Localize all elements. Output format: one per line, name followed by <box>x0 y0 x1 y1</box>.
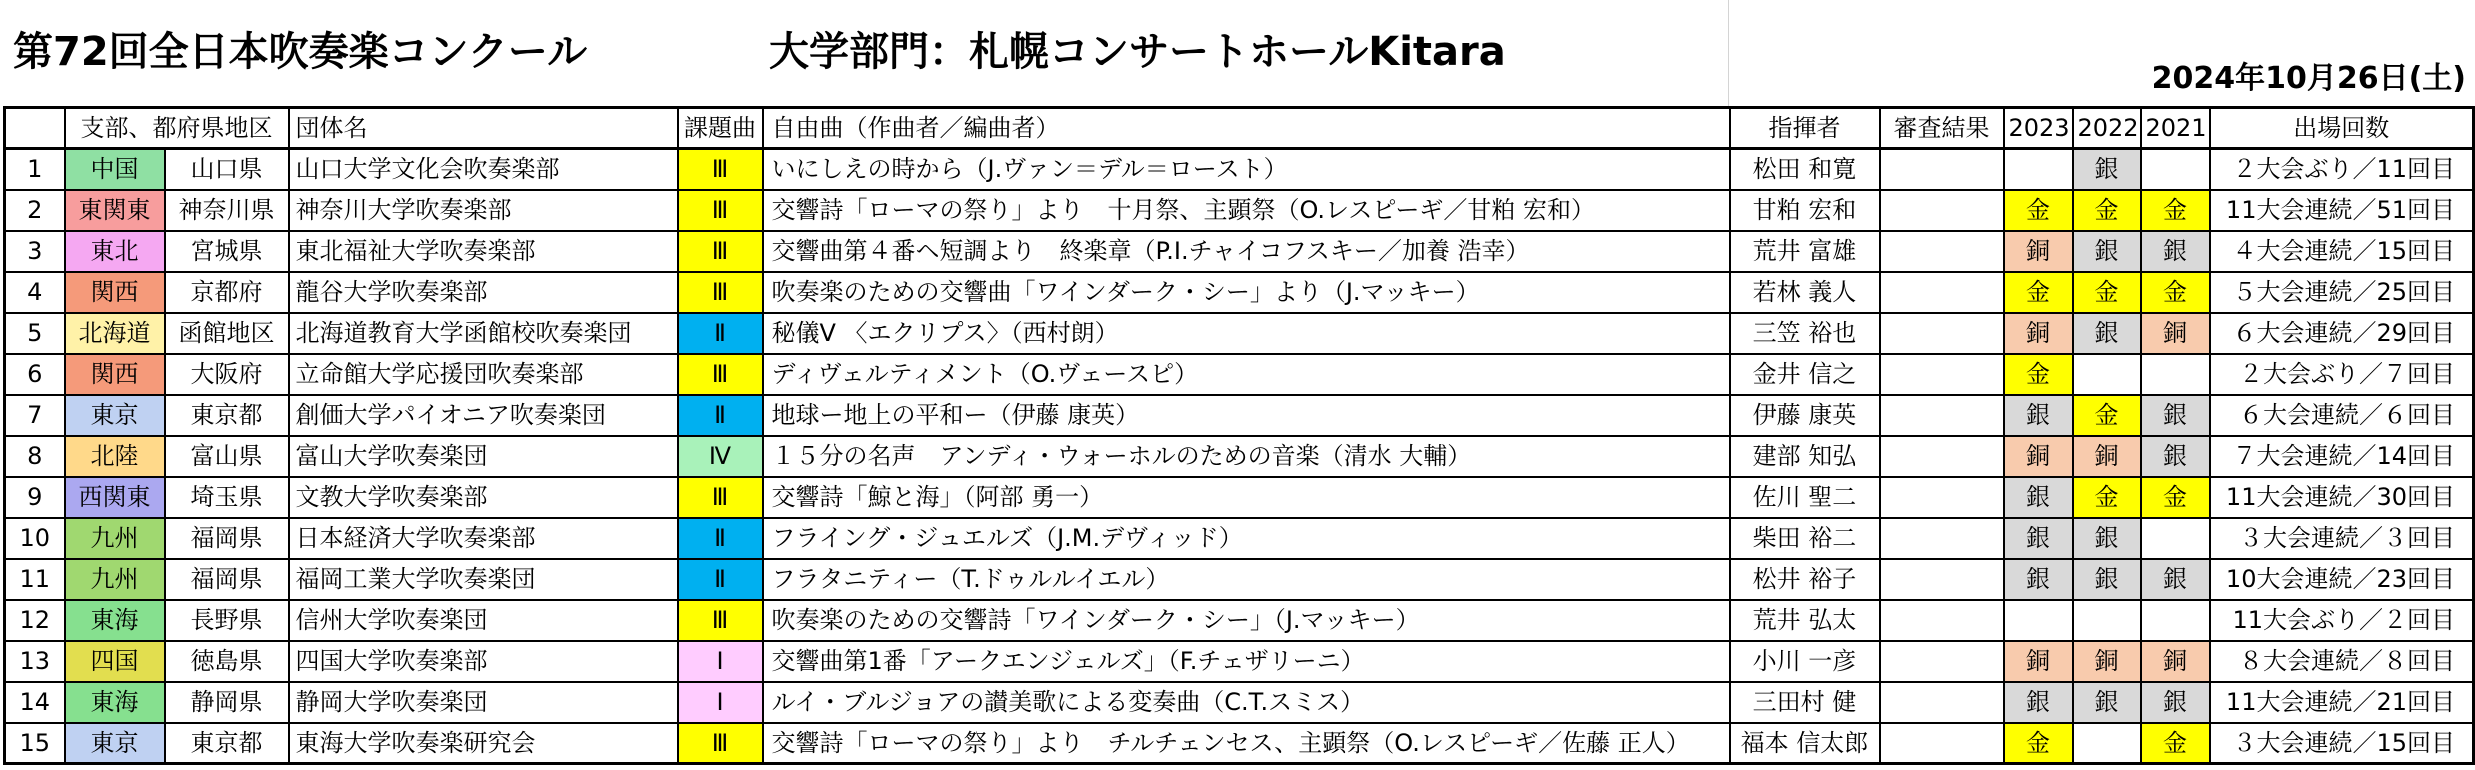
prefecture-cell: 京都府 <box>165 272 289 313</box>
row-number: 8 <box>5 436 65 477</box>
free-piece-cell: ディヴェルティメント（O.ヴェースピ） <box>763 354 1730 395</box>
medal-2021-cell: 銀 <box>2141 231 2210 272</box>
division-venue-title: 大学部門：札幌コンサートホールKitara <box>769 29 1506 75</box>
table-row <box>5 600 2474 641</box>
table-body <box>5 149 2474 764</box>
table-row <box>5 149 2474 190</box>
header-set-piece: 課題曲 <box>678 108 763 149</box>
branch-badge: 東海 <box>65 682 165 723</box>
prefecture-cell: 神奈川県 <box>165 190 289 231</box>
prefecture-cell: 福岡県 <box>165 518 289 559</box>
header-2022: 2022 <box>2073 108 2141 149</box>
group-name-cell: 北海道教育大学函館校吹奏楽団 <box>289 313 678 354</box>
group-name-cell: 信州大学吹奏楽団 <box>289 600 678 641</box>
table-header <box>5 108 2474 149</box>
free-piece-cell: 吹奏楽のための交響詩「ワインダーク・シー」（J.マッキー） <box>763 600 1730 641</box>
header-group: 団体名 <box>289 108 678 149</box>
header-2021: 2021 <box>2141 108 2210 149</box>
medal-2023-cell: 銅 <box>2004 313 2073 354</box>
set-piece-badge: Ⅲ <box>678 272 763 313</box>
conductor-cell: 福本 信太郎 <box>1730 723 1880 764</box>
table-row <box>5 395 2474 436</box>
branch-badge: 東北 <box>65 231 165 272</box>
medal-2022-cell: 金 <box>2073 272 2141 313</box>
conductor-cell: 柴田 裕二 <box>1730 518 1880 559</box>
prefecture-cell: 山口県 <box>165 149 289 190</box>
result-cell <box>1880 190 2004 231</box>
medal-2023-cell: 銅 <box>2004 436 2073 477</box>
branch-badge: 九州 <box>65 518 165 559</box>
row-number: 3 <box>5 231 65 272</box>
table-row <box>5 682 2474 723</box>
conductor-cell: 松井 裕子 <box>1730 559 1880 600</box>
header-row <box>5 108 2474 149</box>
medal-2023-cell: 銀 <box>2004 559 2073 600</box>
medal-2021-cell: 銀 <box>2141 559 2210 600</box>
prefecture-cell: 宮城県 <box>165 231 289 272</box>
free-piece-cell: フライング・ジュエルズ（J.M.デヴィッド） <box>763 518 1730 559</box>
branch-badge: 東京 <box>65 395 165 436</box>
result-cell <box>1880 436 2004 477</box>
set-piece-badge: Ⅱ <box>678 518 763 559</box>
medal-2023-cell: 金 <box>2004 272 2073 313</box>
prefecture-cell: 福岡県 <box>165 559 289 600</box>
table-row <box>5 477 2474 518</box>
set-piece-badge: Ⅲ <box>678 723 763 764</box>
medal-2021-cell <box>2141 149 2210 190</box>
row-number: 15 <box>5 723 65 764</box>
prefecture-cell: 静岡県 <box>165 682 289 723</box>
free-piece-cell: 交響曲第４番ヘ短調より 終楽章（P.I.チャイコフスキー／加養 浩幸） <box>763 231 1730 272</box>
branch-badge: 関西 <box>65 354 165 395</box>
row-number: 11 <box>5 559 65 600</box>
medal-2021-cell: 金 <box>2141 190 2210 231</box>
result-cell <box>1880 395 2004 436</box>
row-number: 13 <box>5 641 65 682</box>
medal-2021-cell <box>2141 518 2210 559</box>
appearances-cell: ２大会ぶり／７回目 <box>2210 354 2474 395</box>
group-name-cell: 東海大学吹奏楽研究会 <box>289 723 678 764</box>
set-piece-badge: Ⅰ <box>678 641 763 682</box>
conductor-cell: 三田村 健 <box>1730 682 1880 723</box>
free-piece-cell: 地球ー地上の平和ー（伊藤 康英） <box>763 395 1730 436</box>
medal-2023-cell: 銅 <box>2004 231 2073 272</box>
appearances-cell: ６大会連続／29回目 <box>2210 313 2474 354</box>
medal-2022-cell: 金 <box>2073 477 2141 518</box>
set-piece-badge: Ⅲ <box>678 231 763 272</box>
free-piece-cell: 交響詩「鯨と海」（阿部 勇一） <box>763 477 1730 518</box>
table-row <box>5 641 2474 682</box>
conductor-cell: 建部 知弘 <box>1730 436 1880 477</box>
prefecture-cell: 埼玉県 <box>165 477 289 518</box>
group-name-cell: 神奈川大学吹奏楽部 <box>289 190 678 231</box>
free-piece-cell: 交響詩「ローマの祭り」より 十月祭、主顕祭（O.レスピーギ／甘粕 宏和） <box>763 190 1730 231</box>
conductor-cell: 伊藤 康英 <box>1730 395 1880 436</box>
row-number: 5 <box>5 313 65 354</box>
row-number: 9 <box>5 477 65 518</box>
branch-badge: 西関東 <box>65 477 165 518</box>
result-cell <box>1880 313 2004 354</box>
header-appearances: 出場回数 <box>2210 108 2474 149</box>
appearances-cell: 11大会連続／51回目 <box>2210 190 2474 231</box>
branch-badge: 北海道 <box>65 313 165 354</box>
group-name-cell: 四国大学吹奏楽部 <box>289 641 678 682</box>
appearances-cell: ５大会連続／25回目 <box>2210 272 2474 313</box>
row-number: 6 <box>5 354 65 395</box>
set-piece-badge: Ⅰ <box>678 682 763 723</box>
page-title: 第72回全日本吹奏楽コンクール <box>13 29 588 75</box>
medal-2021-cell: 金 <box>2141 272 2210 313</box>
set-piece-badge: Ⅲ <box>678 190 763 231</box>
set-piece-badge: Ⅲ <box>678 600 763 641</box>
table-row <box>5 723 2474 764</box>
medal-2021-cell: 銀 <box>2141 395 2210 436</box>
group-name-cell: 福岡工業大学吹奏楽団 <box>289 559 678 600</box>
appearances-cell: 10大会連続／23回目 <box>2210 559 2474 600</box>
table-row <box>5 190 2474 231</box>
group-name-cell: 立命館大学応援団吹奏楽部 <box>289 354 678 395</box>
result-cell <box>1880 477 2004 518</box>
medal-2023-cell: 銀 <box>2004 477 2073 518</box>
medal-2022-cell <box>2073 723 2141 764</box>
table-row <box>5 518 2474 559</box>
row-number: 2 <box>5 190 65 231</box>
table-row <box>5 559 2474 600</box>
free-piece-cell: フラタニティー（T.ドゥルルイエル） <box>763 559 1730 600</box>
medal-2023-cell: 銀 <box>2004 518 2073 559</box>
group-name-cell: 日本経済大学吹奏楽部 <box>289 518 678 559</box>
free-piece-cell: １５分の名声 アンディ・ウォーホルのための音楽（清水 大輔） <box>763 436 1730 477</box>
medal-2022-cell: 金 <box>2073 395 2141 436</box>
group-name-cell: 創価大学パイオニア吹奏楽団 <box>289 395 678 436</box>
medal-2021-cell: 金 <box>2141 723 2210 764</box>
branch-badge: 東京 <box>65 723 165 764</box>
result-cell <box>1880 682 2004 723</box>
medal-2021-cell <box>2141 354 2210 395</box>
group-name-cell: 富山大学吹奏楽団 <box>289 436 678 477</box>
medal-2021-cell: 金 <box>2141 477 2210 518</box>
medal-2021-cell <box>2141 600 2210 641</box>
appearances-cell: ２大会ぶり／11回目 <box>2210 149 2474 190</box>
table-row <box>5 436 2474 477</box>
medal-2021-cell: 銅 <box>2141 313 2210 354</box>
conductor-cell: 荒井 富雄 <box>1730 231 1880 272</box>
branch-badge: 中国 <box>65 149 165 190</box>
header-2023: 2023 <box>2004 108 2073 149</box>
conductor-cell: 松田 和寛 <box>1730 149 1880 190</box>
header-result: 審査結果 <box>1880 108 2004 149</box>
medal-2023-cell: 金 <box>2004 723 2073 764</box>
conductor-cell: 金井 信之 <box>1730 354 1880 395</box>
result-cell <box>1880 149 2004 190</box>
free-piece-cell: ルイ・ブルジョアの讃美歌による変奏曲（C.T.スミス） <box>763 682 1730 723</box>
group-name-cell: 山口大学文化会吹奏楽部 <box>289 149 678 190</box>
appearances-cell: ７大会連続／14回目 <box>2210 436 2474 477</box>
medal-2022-cell: 銅 <box>2073 641 2141 682</box>
conductor-cell: 三笠 裕也 <box>1730 313 1880 354</box>
appearances-cell: 11大会連続／30回目 <box>2210 477 2474 518</box>
set-piece-badge: Ⅲ <box>678 149 763 190</box>
sheet-gridline <box>1728 0 1729 106</box>
medal-2022-cell: 銀 <box>2073 231 2141 272</box>
medal-2022-cell: 銅 <box>2073 436 2141 477</box>
row-number: 4 <box>5 272 65 313</box>
medal-2023-cell: 銀 <box>2004 682 2073 723</box>
free-piece-cell: いにしえの時から（J.ヴァン＝デル＝ロースト） <box>763 149 1730 190</box>
appearances-cell: ３大会連続／３回目 <box>2210 518 2474 559</box>
group-name-cell: 龍谷大学吹奏楽部 <box>289 272 678 313</box>
medal-2022-cell: 銀 <box>2073 313 2141 354</box>
result-cell <box>1880 231 2004 272</box>
medal-2022-cell: 銀 <box>2073 149 2141 190</box>
result-cell <box>1880 641 2004 682</box>
appearances-cell: 11大会連続／21回目 <box>2210 682 2474 723</box>
medal-2021-cell: 銅 <box>2141 641 2210 682</box>
set-piece-badge: Ⅳ <box>678 436 763 477</box>
conductor-cell: 若林 義人 <box>1730 272 1880 313</box>
branch-badge: 北陸 <box>65 436 165 477</box>
table-row <box>5 313 2474 354</box>
result-cell <box>1880 354 2004 395</box>
prefecture-cell: 大阪府 <box>165 354 289 395</box>
group-name-cell: 文教大学吹奏楽部 <box>289 477 678 518</box>
appearances-cell: ４大会連続／15回目 <box>2210 231 2474 272</box>
conductor-cell: 荒井 弘太 <box>1730 600 1880 641</box>
result-cell <box>1880 518 2004 559</box>
table-row <box>5 272 2474 313</box>
medal-2021-cell: 銀 <box>2141 682 2210 723</box>
conductor-cell: 甘粕 宏和 <box>1730 190 1880 231</box>
row-number: 12 <box>5 600 65 641</box>
medal-2023-cell: 銀 <box>2004 395 2073 436</box>
appearances-cell: 11大会ぶり／２回目 <box>2210 600 2474 641</box>
medal-2022-cell: 金 <box>2073 190 2141 231</box>
row-number: 14 <box>5 682 65 723</box>
branch-badge: 東関東 <box>65 190 165 231</box>
header-no <box>5 108 65 149</box>
table-row <box>5 354 2474 395</box>
branch-badge: 関西 <box>65 272 165 313</box>
prefecture-cell: 長野県 <box>165 600 289 641</box>
medal-2022-cell <box>2073 600 2141 641</box>
result-cell <box>1880 559 2004 600</box>
free-piece-cell: 吹奏楽のための交響曲「ワインダーク・シー」より（J.マッキー） <box>763 272 1730 313</box>
appearances-cell: ６大会連続／６回目 <box>2210 395 2474 436</box>
medal-2023-cell: 金 <box>2004 354 2073 395</box>
medal-2023-cell <box>2004 600 2073 641</box>
set-piece-badge: Ⅲ <box>678 477 763 518</box>
medal-2022-cell <box>2073 354 2141 395</box>
set-piece-badge: Ⅱ <box>678 395 763 436</box>
free-piece-cell: 交響詩「ローマの祭り」より チルチェンセス、主顕祭（O.レスピーギ／佐藤 正人） <box>763 723 1730 764</box>
conductor-cell: 小川 一彦 <box>1730 641 1880 682</box>
header-conductor: 指揮者 <box>1730 108 1880 149</box>
free-piece-cell: 交響曲第1番「アークエンジェルズ」（F.チェザリーニ） <box>763 641 1730 682</box>
medal-2023-cell: 金 <box>2004 190 2073 231</box>
appearances-cell: ８大会連続／８回目 <box>2210 641 2474 682</box>
prefecture-cell: 函館地区 <box>165 313 289 354</box>
set-piece-badge: Ⅱ <box>678 313 763 354</box>
entries-table <box>3 106 2475 765</box>
group-name-cell: 東北福祉大学吹奏楽部 <box>289 231 678 272</box>
branch-badge: 九州 <box>65 559 165 600</box>
medal-2023-cell: 銅 <box>2004 641 2073 682</box>
medal-2022-cell: 銀 <box>2073 559 2141 600</box>
event-date: 2024年10月26日(土) <box>2151 61 2466 96</box>
result-cell <box>1880 600 2004 641</box>
medal-2023-cell <box>2004 149 2073 190</box>
result-cell <box>1880 723 2004 764</box>
branch-badge: 東海 <box>65 600 165 641</box>
set-piece-badge: Ⅱ <box>678 559 763 600</box>
header-free-piece: 自由曲（作曲者／編曲者） <box>763 108 1730 149</box>
medal-2022-cell: 銀 <box>2073 518 2141 559</box>
row-number: 7 <box>5 395 65 436</box>
branch-badge: 四国 <box>65 641 165 682</box>
free-piece-cell: 秘儀Ⅴ 〈エクリプス〉（西村朗） <box>763 313 1730 354</box>
table-row <box>5 231 2474 272</box>
header-region: 支部、都府県地区 <box>65 108 289 149</box>
row-number: 10 <box>5 518 65 559</box>
group-name-cell: 静岡大学吹奏楽団 <box>289 682 678 723</box>
prefecture-cell: 徳島県 <box>165 641 289 682</box>
conductor-cell: 佐川 聖二 <box>1730 477 1880 518</box>
prefecture-cell: 東京都 <box>165 395 289 436</box>
medal-2022-cell: 銀 <box>2073 682 2141 723</box>
set-piece-badge: Ⅲ <box>678 354 763 395</box>
appearances-cell: ３大会連続／15回目 <box>2210 723 2474 764</box>
medal-2021-cell: 銀 <box>2141 436 2210 477</box>
prefecture-cell: 富山県 <box>165 436 289 477</box>
result-cell <box>1880 272 2004 313</box>
prefecture-cell: 東京都 <box>165 723 289 764</box>
row-number: 1 <box>5 149 65 190</box>
